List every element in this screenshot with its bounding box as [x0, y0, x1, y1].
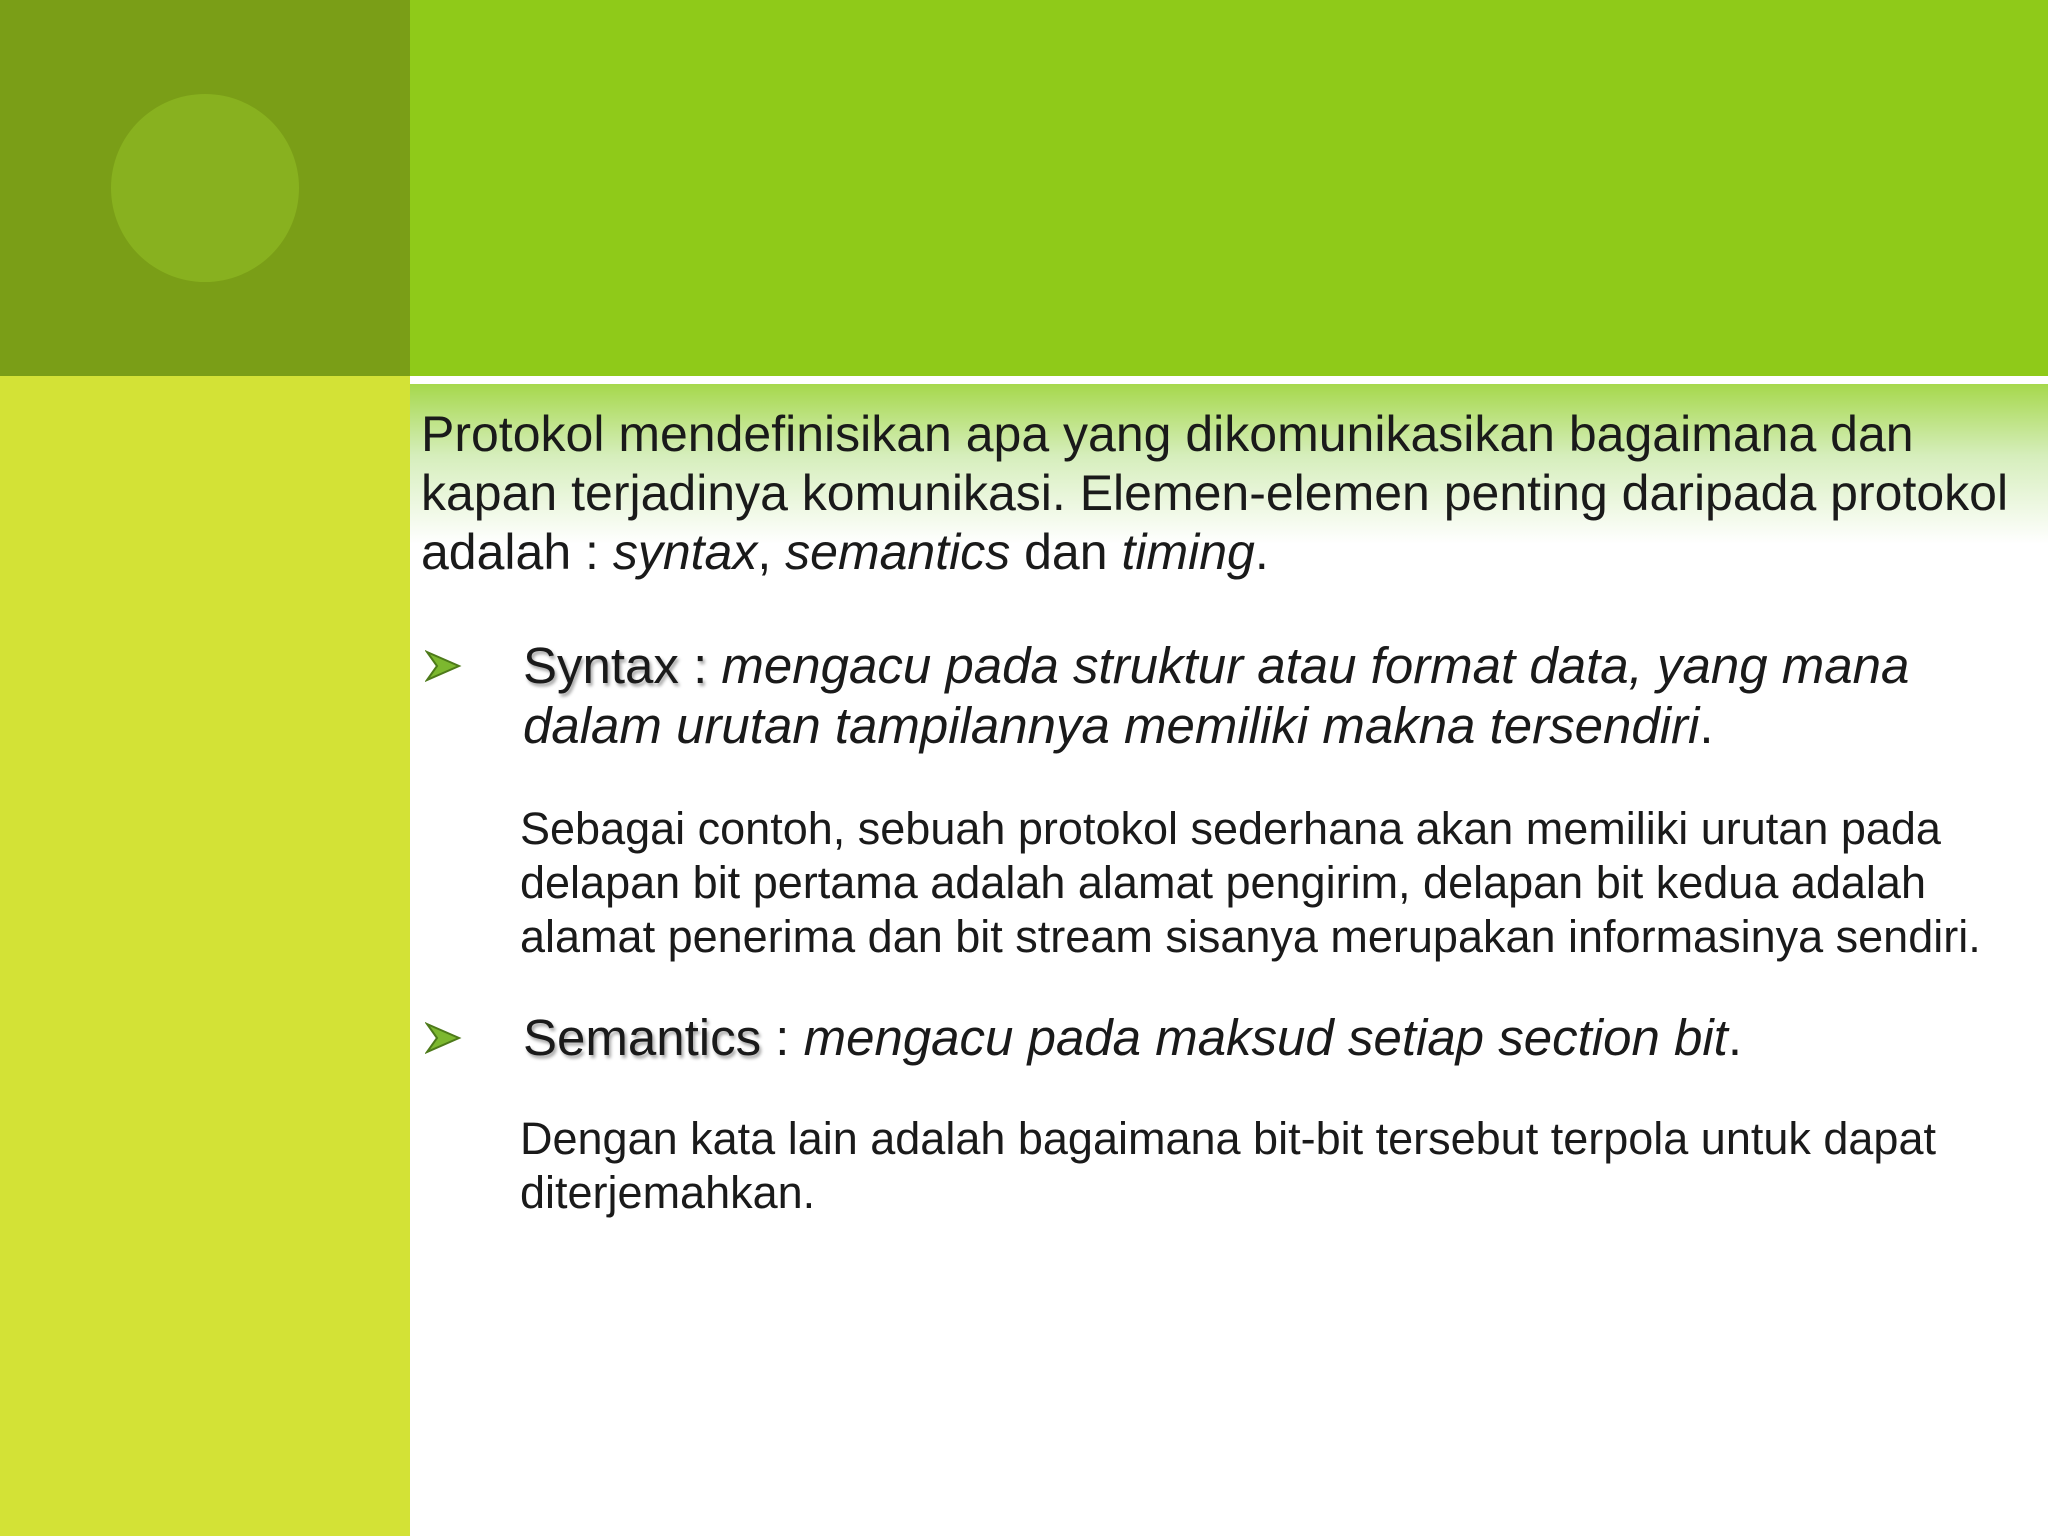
syntax-term: Syntax :: [523, 637, 708, 694]
intro-timing-term: timing: [1121, 524, 1255, 580]
intro-semantics-term: semantics: [785, 524, 1011, 580]
arrowhead-bullet-icon: [425, 1010, 465, 1066]
semantics-example: Dengan kata lain adalah bagaimana bit-bit tersebut terpola untuk dapat diterjemahkan.: [520, 1113, 1936, 1218]
semantics-term: Semantics: [523, 1009, 762, 1066]
semantics-separator: :: [761, 1009, 804, 1066]
sidebar-band: [0, 376, 410, 1536]
bullet-semantics: [421, 1008, 2031, 1068]
header-divider: [410, 376, 2048, 384]
semantics-end: .: [1727, 1009, 1743, 1066]
intro-syntax-term: syntax: [612, 524, 758, 580]
intro-comma: ,: [757, 524, 786, 580]
syntax-example: Sebagai contoh, sebuah protokol sederhana akan memiliki urutan pada delapan bit pertama adalah alamat pengirim, delapan bit kedua adalah alamat penerima dan bit stream sisanya merupakan informasinya sendiri.: [520, 803, 1981, 962]
slide-content: [421, 405, 2031, 1220]
arrowhead-bullet-icon: [425, 638, 465, 694]
syntax-definition: mengacu pada struktur atau format data, yang mana dalam urutan tampilannya memiliki makna tersendiri: [523, 637, 1910, 754]
intro-and: dan: [1010, 524, 1122, 580]
header-left-block: [0, 0, 410, 376]
decorative-circle: [111, 94, 299, 282]
intro-paragraph: [421, 405, 2031, 582]
semantics-definition: mengacu pada maksud setiap section bit: [803, 1009, 1728, 1066]
intro-period: .: [1254, 524, 1269, 580]
bullet-syntax: [421, 636, 2031, 756]
intro-text: Protokol mendefinisikan apa yang dikomunikasikan bagaimana dan kapan terjadinya komunikasi. Elemen-elemen penting daripada protokol adalah :: [421, 406, 2009, 580]
header-band: [410, 0, 2048, 376]
syntax-end: .: [1699, 697, 1714, 754]
